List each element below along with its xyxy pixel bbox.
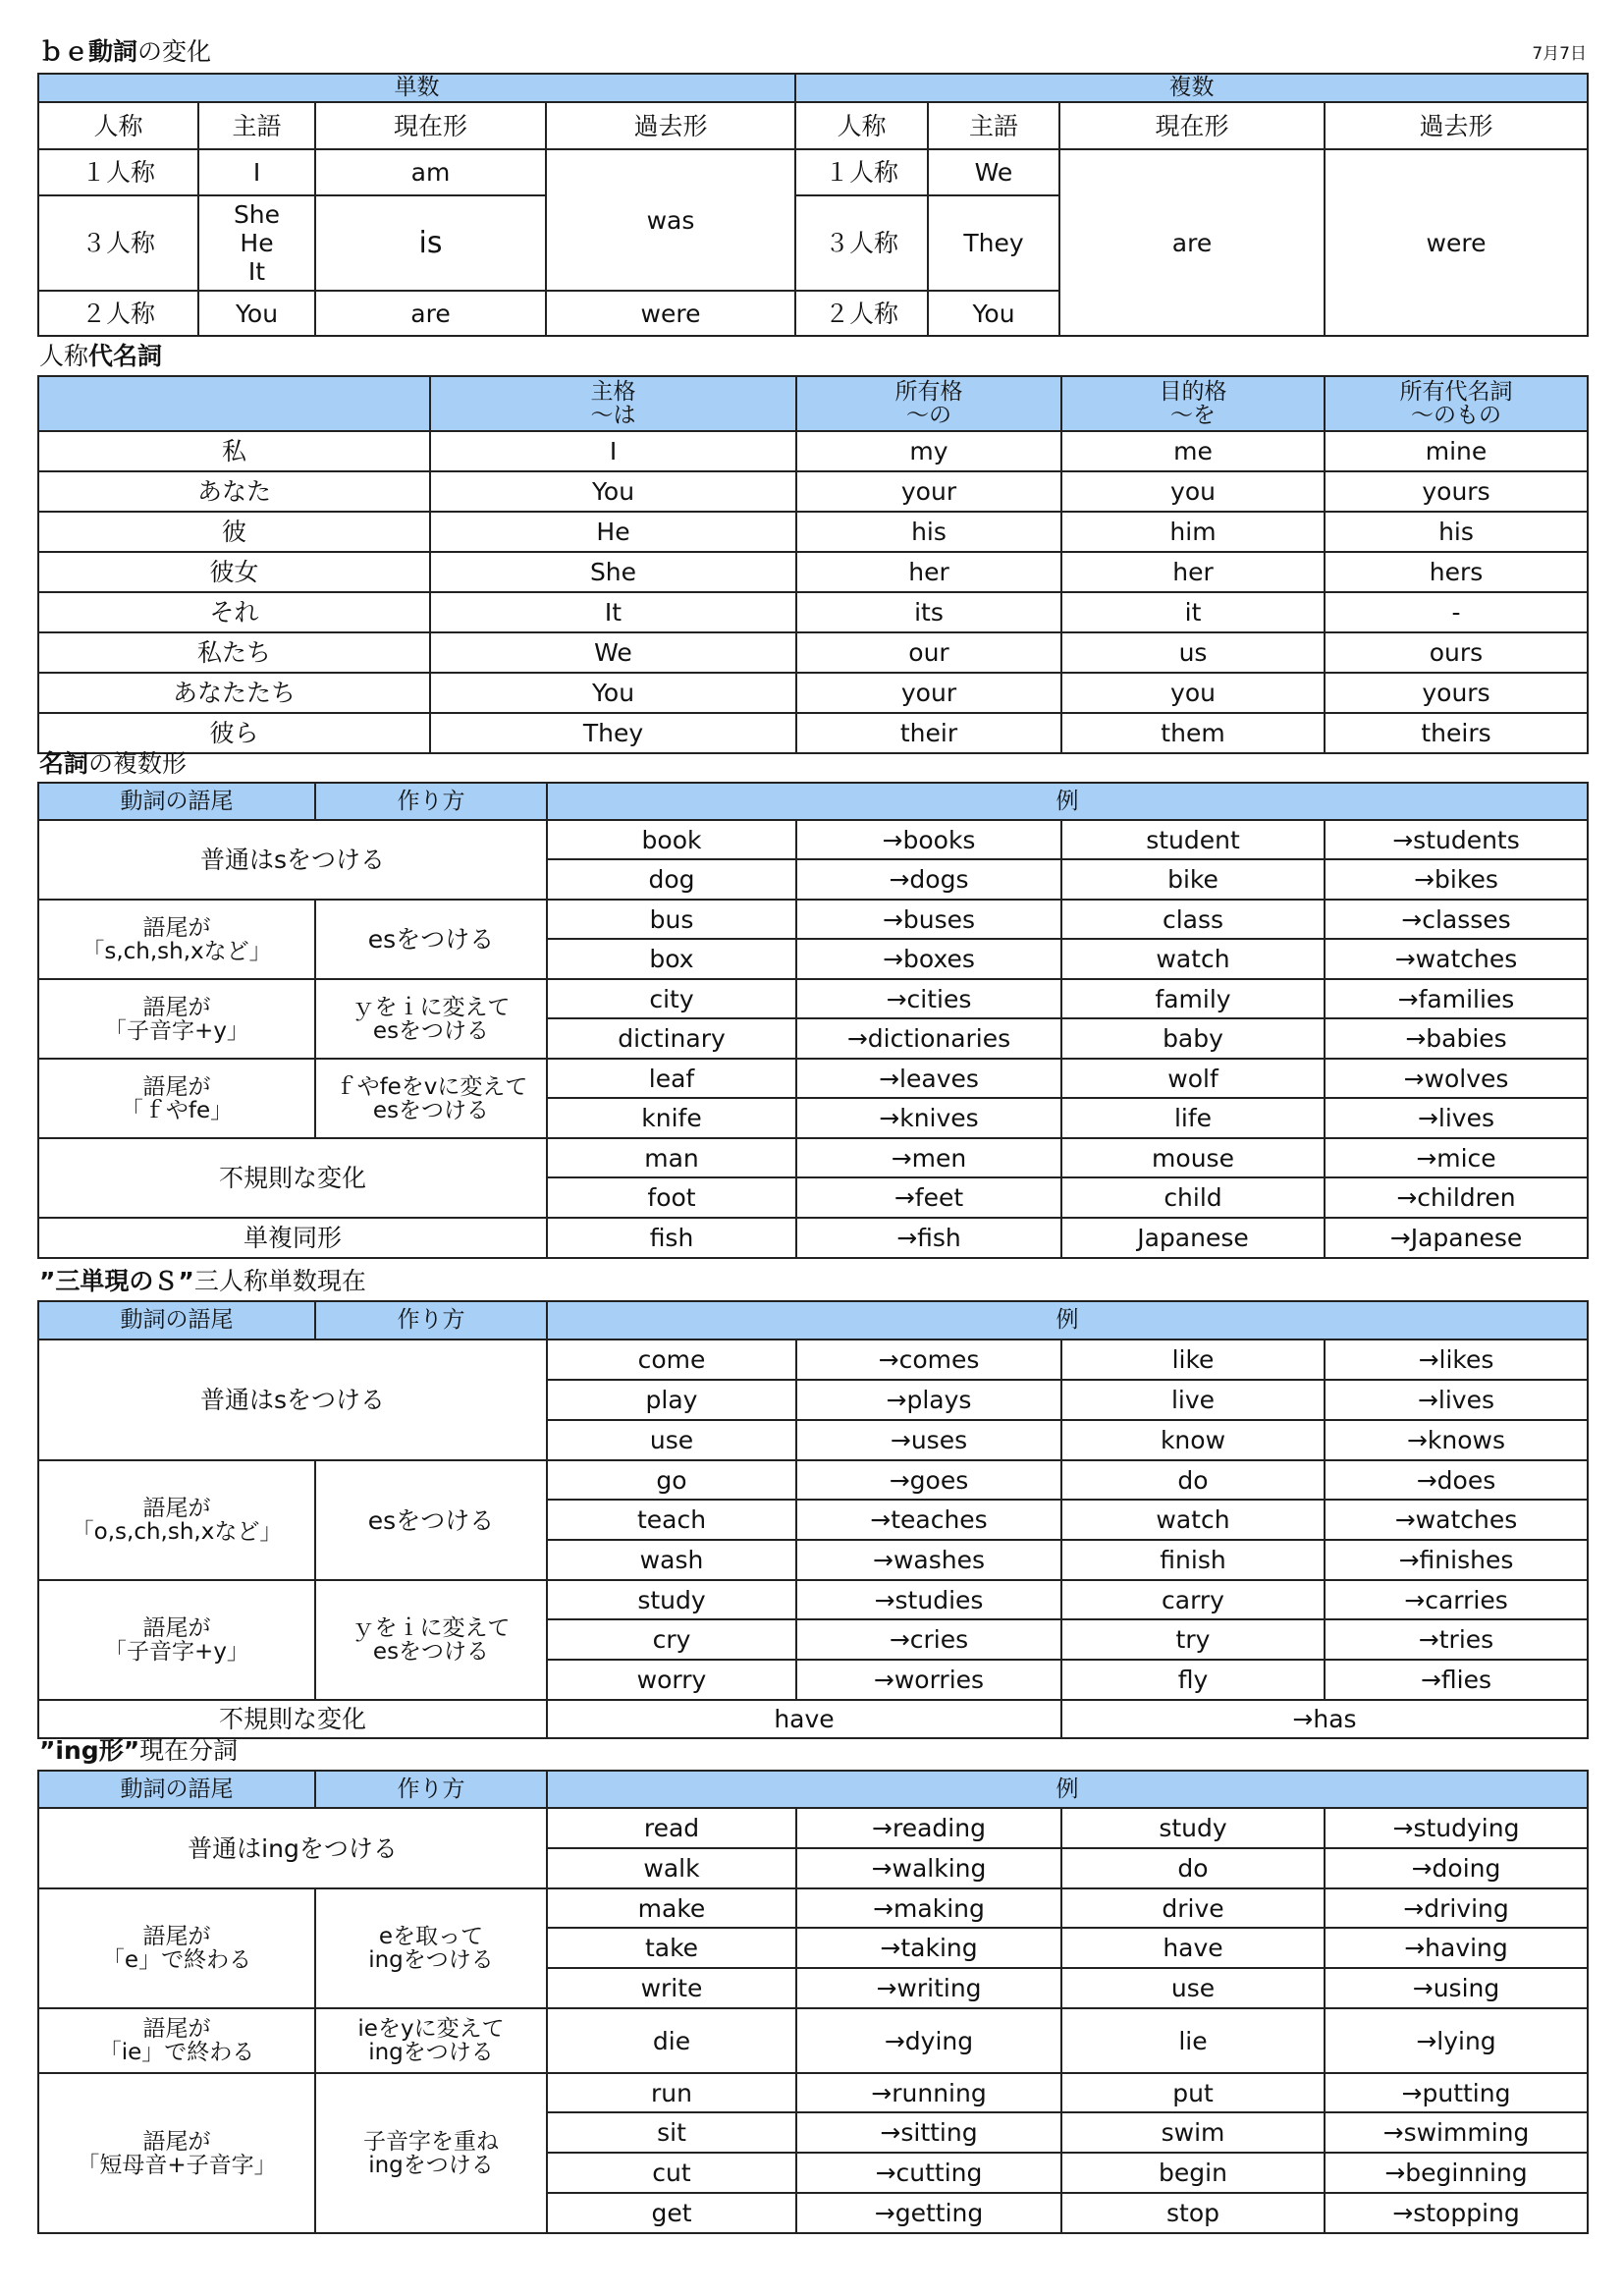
pronoun-cell: I: [430, 431, 796, 471]
pronoun-corner: [38, 376, 430, 431]
word: carry: [1061, 1580, 1325, 1619]
pronoun-cell: your: [796, 673, 1061, 713]
pronoun-row-label: 私たち: [38, 632, 430, 673]
pronoun-row: [38, 632, 1588, 673]
word: child: [1061, 1177, 1325, 1218]
be-verb-title: ｂｅ動詞の変化: [39, 37, 212, 66]
method-drop-e: eを取って ingをつける: [315, 1888, 547, 2008]
word: take: [547, 1928, 796, 1968]
word-result: →doing: [1325, 1848, 1588, 1888]
word-result: →dying: [796, 2008, 1061, 2073]
subject-they: They: [928, 195, 1059, 291]
pronoun-cell: his: [796, 512, 1061, 552]
pronoun-cell: We: [430, 632, 796, 673]
plural-header: 複数: [795, 74, 1588, 102]
pronoun-cell: You: [430, 471, 796, 512]
pronoun-row-label: 彼ら: [38, 713, 430, 753]
pronoun-cell: their: [796, 713, 1061, 753]
rule-normal-s: 普通はsをつける: [38, 820, 547, 900]
word: man: [547, 1138, 796, 1177]
word: lie: [1061, 2008, 1325, 2073]
person-1: １人称: [38, 149, 198, 195]
word: foot: [547, 1177, 796, 1218]
word: book: [547, 820, 796, 859]
word-result: →boxes: [796, 939, 1061, 979]
word: mouse: [1061, 1138, 1325, 1177]
third-person-title: ”三単現のＳ”三人称単数現在: [39, 1267, 366, 1295]
pronoun-row-label: 彼女: [38, 552, 430, 592]
pronoun-cell: me: [1061, 431, 1325, 471]
present-header: 現在形: [315, 102, 546, 149]
pronoun-cell: it: [1061, 592, 1325, 632]
past-header: 過去形: [1325, 102, 1588, 149]
pronoun-title: 人称代名詞: [39, 342, 163, 370]
word-result: →writing: [796, 1968, 1061, 2008]
pronoun-row-label: それ: [38, 592, 430, 632]
word-result: →washes: [796, 1540, 1061, 1580]
method-y-to-i: ｙをｉに変えて esをつける: [315, 979, 547, 1059]
word-result: →watches: [1325, 1500, 1588, 1540]
word: finish: [1061, 1540, 1325, 1580]
pronoun-cell: us: [1061, 632, 1325, 673]
pronoun-cell: -: [1325, 592, 1588, 632]
pronoun-cell: They: [430, 713, 796, 753]
singular-header: 単数: [38, 74, 795, 102]
ending-header: 動詞の語尾: [38, 1301, 315, 1339]
method-header: 作り方: [315, 1301, 547, 1339]
word: knife: [547, 1098, 796, 1138]
word: like: [1061, 1339, 1325, 1380]
word: class: [1061, 900, 1325, 939]
rule-normal-s: 普通はsをつける: [38, 1339, 547, 1460]
word-result: →classes: [1325, 900, 1588, 939]
pronoun-cell: her: [796, 552, 1061, 592]
word: run: [547, 2073, 796, 2112]
word: cut: [547, 2153, 796, 2193]
person-header: 人称: [795, 102, 928, 149]
word-result: →uses: [796, 1420, 1061, 1460]
word: watch: [1061, 1500, 1325, 1540]
word-result: →stopping: [1325, 2193, 1588, 2233]
word: fly: [1061, 1660, 1325, 1700]
form-are: are: [315, 291, 546, 336]
ending-header: 動詞の語尾: [38, 1771, 315, 1808]
rule-ending-ie: 語尾が 「ie」で終わる: [38, 2008, 315, 2073]
word: drive: [1061, 1888, 1325, 1928]
subject-we: We: [928, 149, 1059, 195]
word: try: [1061, 1619, 1325, 1660]
form-were-plural: were: [1325, 149, 1588, 336]
word-result: →studies: [796, 1580, 1061, 1619]
word: bike: [1061, 859, 1325, 900]
word-result: →plays: [796, 1380, 1061, 1420]
rule-irregular: 不規則な変化: [38, 1138, 547, 1218]
third-person-table: [37, 1300, 1589, 1739]
rule-f-fe: 語尾が 「ｆやfe」: [38, 1059, 315, 1138]
word-result: →goes: [796, 1460, 1061, 1500]
pronoun-cell: yours: [1325, 673, 1588, 713]
pronoun-cell: my: [796, 431, 1061, 471]
rule-consonant-y: 語尾が 「子音字+y」: [38, 1580, 315, 1700]
word-result: →comes: [796, 1339, 1061, 1380]
word-result: →worries: [796, 1660, 1061, 1700]
word: make: [547, 1888, 796, 1928]
pronoun-row: [38, 673, 1588, 713]
pronoun-header-possessive-pronoun: 所有代名詞 ～のもの: [1325, 376, 1588, 431]
form-am: am: [315, 149, 546, 195]
word: do: [1061, 1848, 1325, 1888]
method-y-to-i: ｙをｉに変えて esをつける: [315, 1580, 547, 1700]
word: have: [547, 1700, 1061, 1738]
word: use: [1061, 1968, 1325, 2008]
form-was: was: [546, 149, 795, 291]
word-result: →teaches: [796, 1500, 1061, 1540]
rule-irregular: 不規則な変化: [38, 1700, 547, 1738]
pronoun-header-nominative: 主格 ～は: [430, 376, 796, 431]
word-result: →babies: [1325, 1018, 1588, 1059]
word: dictinary: [547, 1018, 796, 1059]
word: play: [547, 1380, 796, 1420]
date: 7月7日: [1532, 44, 1587, 64]
pronoun-cell: hers: [1325, 552, 1588, 592]
rule-same-form: 単複同形: [38, 1218, 547, 1258]
word-result: →lying: [1325, 2008, 1588, 2073]
present-header: 現在形: [1059, 102, 1325, 149]
word-result: →flies: [1325, 1660, 1588, 1700]
pronoun-cell: He: [430, 512, 796, 552]
word-result: →studying: [1325, 1808, 1588, 1848]
word-result: →taking: [796, 1928, 1061, 1968]
word: have: [1061, 1928, 1325, 1968]
pronoun-row-label: 私: [38, 431, 430, 471]
pronoun-row-label: あなた: [38, 471, 430, 512]
word: die: [547, 2008, 796, 2073]
pronoun-row: [38, 713, 1588, 753]
method-es: esをつける: [315, 900, 547, 979]
pronoun-cell: you: [1061, 673, 1325, 713]
word: Japanese: [1061, 1218, 1325, 1258]
pronoun-cell: your: [796, 471, 1061, 512]
word-result: →children: [1325, 1177, 1588, 1218]
word: wash: [547, 1540, 796, 1580]
word-result: →students: [1325, 820, 1588, 859]
person-2: ２人称: [38, 291, 198, 336]
word-result: →bikes: [1325, 859, 1588, 900]
pronoun-row: [38, 552, 1588, 592]
word-result: →Japanese: [1325, 1218, 1588, 1258]
pronoun-row: [38, 431, 1588, 471]
rule-ending-o-s: 語尾が 「o,s,ch,sh,xなど」: [38, 1460, 315, 1580]
word-result: →does: [1325, 1460, 1588, 1500]
rule-ending-e: 語尾が 「e」で終わる: [38, 1888, 315, 2008]
pronoun-rows: [38, 431, 1588, 753]
method-ie-to-y: ieをyに変えて ingをつける: [315, 2008, 547, 2073]
be-verb-table: [37, 73, 1589, 337]
word: city: [547, 979, 796, 1018]
word-result: →reading: [796, 1808, 1061, 1848]
word-result: →has: [1061, 1700, 1588, 1738]
word-result: →swimming: [1325, 2112, 1588, 2153]
person-header: 人称: [38, 102, 198, 149]
plural-table: [37, 782, 1589, 1259]
word: read: [547, 1808, 796, 1848]
word: stop: [1061, 2193, 1325, 2233]
word: begin: [1061, 2153, 1325, 2193]
method-f-to-v: ｆやfeをvに変えて esをつける: [315, 1059, 547, 1138]
pronoun-cell: yours: [1325, 471, 1588, 512]
word: bus: [547, 900, 796, 939]
word-result: →making: [796, 1888, 1061, 1928]
word-result: →cutting: [796, 2153, 1061, 2193]
subject-i: I: [198, 149, 315, 195]
word: come: [547, 1339, 796, 1380]
form-were: were: [546, 291, 795, 336]
ing-title: ”ing形”現在分詞: [39, 1736, 239, 1765]
ending-header: 動詞の語尾: [38, 783, 315, 820]
word: life: [1061, 1098, 1325, 1138]
word-result: →carries: [1325, 1580, 1588, 1619]
ing-table: [37, 1770, 1589, 2234]
past-header: 過去形: [546, 102, 795, 149]
word-result: →dictionaries: [796, 1018, 1061, 1059]
person-3: ３人称: [38, 195, 198, 291]
pronoun-header-objective: 目的格 ～を: [1061, 376, 1325, 431]
word-result: →buses: [796, 900, 1061, 939]
word: swim: [1061, 2112, 1325, 2153]
pronoun-cell: its: [796, 592, 1061, 632]
word: know: [1061, 1420, 1325, 1460]
word-result: →lives: [1325, 1380, 1588, 1420]
word: fish: [547, 1218, 796, 1258]
word: study: [1061, 1808, 1325, 1848]
method-es: esをつける: [315, 1460, 547, 1580]
word-result: →getting: [796, 2193, 1061, 2233]
subject-header: 主語: [928, 102, 1059, 149]
word-result: →putting: [1325, 2073, 1588, 2112]
rule-short-vowel: 語尾が 「短母音+子音字」: [38, 2073, 315, 2233]
rule-consonant-y: 語尾が 「子音字+y」: [38, 979, 315, 1059]
pronoun-cell: theirs: [1325, 713, 1588, 753]
example-header: 例: [547, 1771, 1588, 1808]
word-result: →cities: [796, 979, 1061, 1018]
word-result: →wolves: [1325, 1059, 1588, 1098]
example-header: 例: [547, 1301, 1588, 1339]
word-result: →driving: [1325, 1888, 1588, 1928]
word: walk: [547, 1848, 796, 1888]
word-result: →feet: [796, 1177, 1061, 1218]
subject-you: You: [198, 291, 315, 336]
word-result: →tries: [1325, 1619, 1588, 1660]
word: watch: [1061, 939, 1325, 979]
pronoun-cell: you: [1061, 471, 1325, 512]
person-1: １人称: [795, 149, 928, 195]
word-result: →watches: [1325, 939, 1588, 979]
pronoun-cell: It: [430, 592, 796, 632]
word-result: →books: [796, 820, 1061, 859]
word-result: →having: [1325, 1928, 1588, 1968]
word-result: →knives: [796, 1098, 1061, 1138]
word-result: →families: [1325, 979, 1588, 1018]
pronoun-row-label: 彼: [38, 512, 430, 552]
subject-header: 主語: [198, 102, 315, 149]
word-result: →dogs: [796, 859, 1061, 900]
word: get: [547, 2193, 796, 2233]
plural-title: 名詞の複数形: [39, 749, 188, 778]
pronoun-row-label: あなたたち: [38, 673, 430, 713]
pronoun-cell: her: [1061, 552, 1325, 592]
pronoun-cell: our: [796, 632, 1061, 673]
word-result: →men: [796, 1138, 1061, 1177]
pronoun-cell: them: [1061, 713, 1325, 753]
pronoun-cell: him: [1061, 512, 1325, 552]
word-result: →fish: [796, 1218, 1061, 1258]
word-result: →sitting: [796, 2112, 1061, 2153]
word: go: [547, 1460, 796, 1500]
word-result: →walking: [796, 1848, 1061, 1888]
pronoun-cell: mine: [1325, 431, 1588, 471]
pronoun-header-possessive: 所有格 ～の: [796, 376, 1061, 431]
word-result: →finishes: [1325, 1540, 1588, 1580]
form-are-plural: are: [1059, 149, 1325, 336]
pronoun-row: [38, 592, 1588, 632]
method-double-consonant: 子音字を重ね ingをつける: [315, 2073, 547, 2233]
rule-ending-s: 語尾が 「s,ch,sh,xなど」: [38, 900, 315, 979]
word-result: →leaves: [796, 1059, 1061, 1098]
word-result: →beginning: [1325, 2153, 1588, 2193]
word: family: [1061, 979, 1325, 1018]
word: live: [1061, 1380, 1325, 1420]
rule-normal-ing: 普通はingをつける: [38, 1808, 547, 1888]
word: student: [1061, 820, 1325, 859]
person-3: ３人称: [795, 195, 928, 291]
word: worry: [547, 1660, 796, 1700]
subject-you-plural: You: [928, 291, 1059, 336]
word: leaf: [547, 1059, 796, 1098]
word: baby: [1061, 1018, 1325, 1059]
word: study: [547, 1580, 796, 1619]
subject-she-he-it: She He It: [198, 195, 315, 291]
example-header: 例: [547, 783, 1588, 820]
word: sit: [547, 2112, 796, 2153]
word: dog: [547, 859, 796, 900]
pronoun-cell: his: [1325, 512, 1588, 552]
method-header: 作り方: [315, 783, 547, 820]
word: write: [547, 1968, 796, 2008]
pronoun-row: [38, 471, 1588, 512]
word: teach: [547, 1500, 796, 1540]
method-header: 作り方: [315, 1771, 547, 1808]
word-result: →cries: [796, 1619, 1061, 1660]
word: do: [1061, 1460, 1325, 1500]
word: cry: [547, 1619, 796, 1660]
word-result: →lives: [1325, 1098, 1588, 1138]
pronoun-cell: She: [430, 552, 796, 592]
pronoun-cell: ours: [1325, 632, 1588, 673]
word-result: →using: [1325, 1968, 1588, 2008]
form-is: is: [315, 195, 546, 291]
pronoun-table: [37, 375, 1589, 754]
word: wolf: [1061, 1059, 1325, 1098]
word-result: →mice: [1325, 1138, 1588, 1177]
pronoun-cell: You: [430, 673, 796, 713]
word-result: →likes: [1325, 1339, 1588, 1380]
word: use: [547, 1420, 796, 1460]
person-2: ２人称: [795, 291, 928, 336]
pronoun-row: [38, 512, 1588, 552]
word-result: →knows: [1325, 1420, 1588, 1460]
word-result: →running: [796, 2073, 1061, 2112]
word: put: [1061, 2073, 1325, 2112]
word: box: [547, 939, 796, 979]
